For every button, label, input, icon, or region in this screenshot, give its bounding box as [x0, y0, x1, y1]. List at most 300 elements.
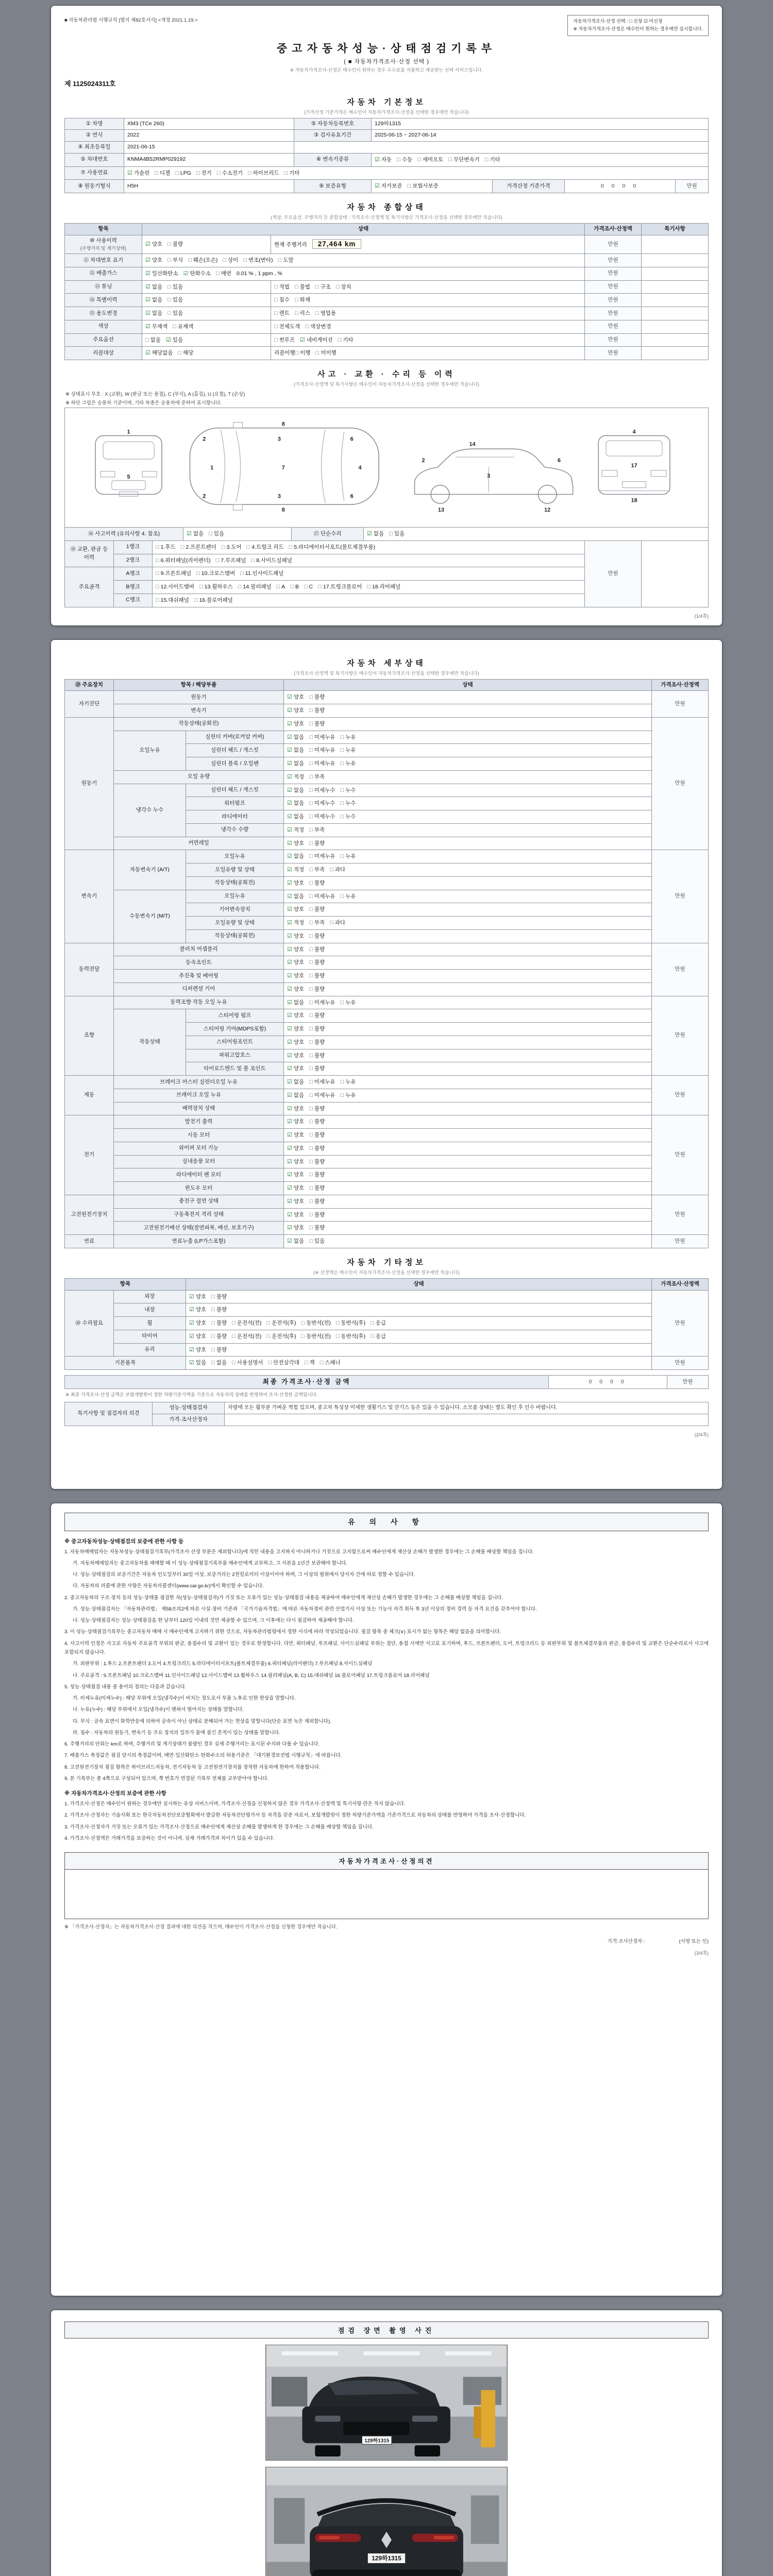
checkbox-unchecked[interactable]: □ 불량	[309, 906, 325, 913]
checkbox-glyph: □	[309, 760, 313, 767]
checkbox-glyph: □	[156, 597, 159, 603]
checkbox-unchecked[interactable]: □ 도말	[278, 257, 294, 264]
checkbox-unchecked[interactable]: □ 상이	[223, 257, 239, 264]
checkbox-unchecked[interactable]: □ 훼손(오손)	[188, 257, 218, 264]
checkbox-unchecked[interactable]: □ 불량	[309, 973, 325, 979]
checkbox-unchecked[interactable]: □ A	[276, 584, 285, 590]
checkbox-unchecked[interactable]: □ 운전석(전)	[232, 1333, 262, 1340]
checkbox-unchecked[interactable]: □ 보험사보증	[407, 183, 439, 190]
checkbox-unchecked[interactable]: □ 썬루프	[274, 336, 295, 343]
checkbox-unchecked[interactable]: □ 색상변경	[305, 323, 331, 330]
checkbox-unchecked[interactable]: □ 동반석(전)	[301, 1320, 331, 1327]
checkbox-unchecked[interactable]: □ 세미오토	[417, 156, 444, 163]
car-wheel-right	[415, 2445, 441, 2456]
cell-text: 충전구 절연 상태	[179, 1198, 219, 1205]
checkbox-unchecked[interactable]: □ 불량	[309, 1052, 325, 1059]
checkbox-glyph: ☑	[287, 814, 292, 820]
column-header	[142, 224, 585, 235]
checkbox-unchecked[interactable]: □ 응급	[371, 1333, 386, 1340]
checkbox-unchecked[interactable]: □ 동반석(후)	[335, 1320, 366, 1327]
checkbox-unchecked[interactable]: □ 부식	[167, 257, 183, 264]
checkbox-checked[interactable]: ☑ 없음	[287, 787, 305, 793]
taillight-glow-left	[319, 2536, 340, 2539]
checkbox-unchecked[interactable]: □ 불량	[211, 1320, 227, 1327]
cell-text: 1랭크	[126, 544, 140, 550]
cell	[153, 581, 585, 594]
checkbox-unchecked[interactable]: □ 스패너	[320, 1360, 341, 1366]
checkbox-unchecked[interactable]: □ 누유	[340, 1092, 356, 1098]
cell	[284, 1222, 652, 1235]
checkbox-unchecked[interactable]: □ 미세누유	[309, 1079, 335, 1086]
checkbox-glyph: □	[211, 1333, 215, 1340]
checkbox-glyph: ☑	[145, 241, 150, 248]
checkbox-unchecked[interactable]: □ 10.크로스멤버	[196, 570, 236, 577]
checkbox-checked[interactable]: ☑ 양호	[287, 1185, 305, 1192]
checkbox-unchecked[interactable]: □ 15.대쉬패널	[156, 597, 189, 603]
checkbox-unchecked[interactable]: □ 있음	[309, 1238, 325, 1245]
checkbox-unchecked[interactable]: □ 운전석(후)	[266, 1333, 296, 1340]
price-opinion-note: ※ 「가격조사·산정자」는 자동차가격조사·산정 결과에 대한 의견을 적으며, 매수인이 가격조사·산정을 신청한 경우에만 적습니다.	[64, 1924, 338, 1930]
checkbox-unchecked[interactable]: □ 장치	[335, 283, 351, 290]
cell	[642, 280, 709, 294]
notice-paragraph: 가. 자동차매매업자는 중고자동차를 매매할 때 이 성능·상태점검기록부를 매수인에게 교부하고, 그 사본을 1년간 보관해야 합니다.	[73, 1560, 348, 1566]
checkbox-checked[interactable]: ☑ 양호	[287, 933, 305, 939]
checkbox-unchecked[interactable]: □ 이행	[295, 350, 311, 357]
checkbox-checked[interactable]: ☑ 양호	[287, 1012, 305, 1019]
checkbox-glyph: □	[309, 973, 313, 979]
checkbox-glyph: □	[309, 826, 313, 833]
checkbox-unchecked[interactable]: □ 잭	[304, 1360, 315, 1366]
cell	[284, 929, 652, 943]
checkbox-unchecked[interactable]: □ 누유	[340, 760, 356, 767]
checkbox-unchecked[interactable]: □ 누수	[340, 814, 356, 820]
checkbox-unchecked[interactable]: □ 누유	[340, 1079, 356, 1086]
checkbox-checked[interactable]: ☑ 양호	[287, 694, 305, 701]
cell	[65, 1357, 186, 1370]
checkbox-unchecked[interactable]: □ 16.플로어패널	[194, 597, 233, 603]
cell	[585, 320, 642, 333]
checkbox-unchecked[interactable]: □ 누유	[340, 893, 356, 900]
checkbox-checked[interactable]: ☑ 없음	[287, 1092, 305, 1098]
checkbox-unchecked[interactable]: □ 불량	[211, 1307, 227, 1313]
checkbox-unchecked[interactable]: □ 불량	[309, 840, 325, 846]
column-header	[114, 679, 284, 691]
checkbox-unchecked[interactable]: □ 없음	[211, 1360, 227, 1366]
checkbox-unchecked[interactable]: □ 불량	[309, 933, 325, 939]
checkbox-glyph: □	[156, 544, 159, 550]
checkbox-unchecked[interactable]: □ 수동	[397, 156, 413, 163]
checkbox-checked[interactable]: ☑ 양호	[145, 241, 163, 248]
checkbox-unchecked[interactable]: □ 전체도색	[274, 323, 300, 330]
checkbox-checked[interactable]: ☑ 양호	[287, 1105, 305, 1112]
checkbox-checked[interactable]: ☑ 네비게이션	[300, 336, 333, 343]
checkbox-unchecked[interactable]: □ 리스	[294, 310, 310, 317]
checkbox-unchecked[interactable]: □ 불량	[211, 1333, 227, 1340]
checkbox-checked[interactable]: ☑ 양호	[287, 1198, 305, 1205]
checkbox-unchecked[interactable]: □ 누수	[340, 800, 356, 807]
checkbox-unchecked[interactable]: □ 침수	[274, 297, 290, 303]
checkbox-checked[interactable]: ☑ 없음	[287, 734, 305, 740]
checkbox-unchecked[interactable]: □ 부족	[309, 867, 325, 873]
checkbox-unchecked[interactable]: □ 변조(변타)	[243, 257, 273, 264]
checkbox-checked[interactable]: ☑ 없음	[287, 747, 305, 754]
checkbox-checked[interactable]: ☑ 없음	[145, 297, 163, 303]
checkbox-unchecked[interactable]: □ 14.필러패널	[238, 584, 272, 590]
cell	[284, 1208, 652, 1222]
checkbox-unchecked[interactable]: □ 불량	[309, 1118, 325, 1125]
checkbox-unchecked[interactable]: □ 불량	[309, 1172, 325, 1178]
checkbox-unchecked[interactable]: □ 9.프론트패널	[156, 570, 192, 577]
checkbox-glyph: □	[335, 1333, 340, 1340]
checkbox-unchecked[interactable]: □ 8.사이드실패널	[251, 557, 292, 564]
checkbox-unchecked[interactable]: □ 불량	[309, 1211, 325, 1218]
checkbox-glyph: ☑	[145, 283, 150, 290]
checkbox-checked[interactable]: ☑ 양호	[287, 946, 305, 953]
cell-text: 작동상태(공회전)	[178, 720, 219, 727]
checkbox-unchecked[interactable]: □ LPG	[175, 170, 191, 176]
checkbox-checked[interactable]: ☑ 양호	[287, 1052, 305, 1059]
cell-text: 129하1315	[375, 120, 401, 127]
checkbox-checked[interactable]: ☑ 양호	[287, 1211, 305, 1218]
checkbox-unchecked[interactable]: □ 있음	[167, 297, 183, 303]
checkbox-unchecked[interactable]: □ C	[304, 584, 313, 590]
checkbox-unchecked[interactable]: □ 미세누수	[309, 787, 335, 793]
checkbox-checked[interactable]: ☑ 양호	[287, 986, 305, 992]
cell	[642, 540, 709, 607]
checkbox-glyph: □	[309, 814, 313, 820]
checkbox-unchecked[interactable]: □ 미세누유	[309, 893, 335, 900]
checkbox-glyph: □	[309, 959, 313, 966]
checkbox-unchecked[interactable]: □ 디젤	[155, 170, 171, 176]
diagram-number: 7	[281, 465, 285, 471]
front-view-windshield	[103, 442, 154, 460]
notice-list-1	[64, 1548, 709, 1784]
checkbox-checked[interactable]: ☑ 없음	[287, 800, 305, 807]
checkbox-glyph: □	[268, 1360, 272, 1366]
car-body-diagram	[64, 408, 709, 528]
cell	[652, 1076, 709, 1115]
checkbox-checked[interactable]: ☑ 없음	[145, 310, 163, 317]
checkbox-unchecked[interactable]: □ 무단변속기	[448, 156, 480, 163]
checkbox-checked[interactable]: ☑ 자가보증	[375, 183, 402, 190]
cell	[585, 307, 642, 320]
checkbox-unchecked[interactable]: □ 불량	[309, 694, 325, 701]
checkbox-unchecked[interactable]: □ 미세누유	[309, 734, 335, 740]
checkbox-glyph: □	[340, 999, 344, 1006]
checkbox-unchecked[interactable]: □ 기타	[484, 156, 500, 163]
checkbox-checked[interactable]: ☑ 적정	[287, 773, 305, 780]
cell-text: 상태	[413, 1280, 424, 1287]
diagram-number: 14	[469, 441, 476, 448]
checkbox-unchecked[interactable]: □ 불량	[309, 707, 325, 714]
checkbox-glyph: ☑	[287, 734, 292, 740]
checkbox-unchecked[interactable]: □ 12.사이드멤버	[156, 584, 194, 590]
checkbox-unchecked[interactable]: □ 불량	[211, 1346, 227, 1353]
checkbox-unchecked[interactable]: □ 동반석(전)	[301, 1333, 331, 1340]
notice-paragraph: 7. 배출가스 측정값은 점검 당시의 측정값이며, 매연·일산화탄소·탄화수소의 허용기준은 「대기환경보전법 시행규칙」에 따릅니다.	[64, 1753, 342, 1759]
table-row	[65, 333, 709, 347]
page-marker: (1/4쪽)	[694, 613, 709, 619]
checkbox-unchecked[interactable]: □ 미세누유	[309, 747, 335, 754]
checkbox-checked[interactable]: ☑ 있음	[165, 336, 183, 343]
checkbox-glyph: □	[251, 557, 255, 564]
checkbox-unchecked[interactable]: □ 부족	[309, 920, 325, 926]
checkbox-checked[interactable]: ☑ 양호	[287, 1172, 305, 1178]
checkbox-checked[interactable]: ☑ 양호	[287, 720, 305, 727]
checkbox-checked[interactable]: ☑ 적정	[287, 867, 305, 873]
checkbox-unchecked[interactable]: □ B	[290, 584, 299, 590]
diagram-number: 6	[350, 436, 354, 443]
checkbox-unchecked[interactable]: □ 17.트렁크플로어	[318, 584, 362, 590]
checkbox-checked[interactable]: ☑ 양호	[287, 973, 305, 979]
checkbox-checked[interactable]: ☑ 양호	[287, 1158, 305, 1165]
checkbox-unchecked[interactable]: □ 불량	[309, 1198, 325, 1205]
checkbox-unchecked[interactable]: □ 부족	[309, 826, 325, 833]
checkbox-checked[interactable]: ☑ 양호	[287, 959, 305, 966]
checkbox-unchecked[interactable]: □ 해당	[178, 350, 194, 357]
checkbox-checked[interactable]: ☑ 양호	[287, 1026, 305, 1032]
cell	[642, 235, 709, 253]
checkbox-unchecked[interactable]: □ 부족	[309, 773, 325, 780]
checkbox-checked[interactable]: ☑ 없음	[287, 1238, 305, 1245]
checkbox-checked[interactable]: ☑ 양호	[189, 1346, 207, 1353]
checkbox-unchecked[interactable]: □ 불량	[309, 1039, 325, 1045]
checkbox-checked[interactable]: ☑ 없음	[287, 853, 305, 860]
checkbox-unchecked[interactable]: □ 불량	[309, 1026, 325, 1032]
cell	[284, 797, 652, 810]
table-row	[65, 1155, 709, 1168]
notice-paragraph: 나. 주요골격 : 9.프론트패널 10.크로스멤버 11.인사이드패널 12.사이드멤버 13.휠하우스 14.필러패널(A, B, C) 15.대쉬패널 16.플로어패널 17.트렁크플로어 18.리어패널	[73, 1672, 430, 1679]
checkbox-checked[interactable]: ☑ 양호	[189, 1293, 207, 1300]
checkbox-unchecked[interactable]: □ 불량	[309, 1065, 325, 1072]
checkbox-unchecked[interactable]: □ 과다	[330, 867, 346, 873]
cell	[585, 267, 642, 280]
checkbox-unchecked[interactable]: □ 기타	[284, 170, 300, 176]
cell	[153, 594, 585, 607]
checkbox-checked[interactable]: ☑ 탄화수소	[183, 270, 211, 277]
cell	[284, 1129, 652, 1142]
checkbox-checked[interactable]: ☑ 양호	[189, 1320, 207, 1327]
cell	[114, 850, 186, 890]
checkbox-unchecked[interactable]: □ 있음	[389, 531, 405, 537]
checkbox-unchecked[interactable]: □ 미세누유	[309, 760, 335, 767]
checkbox-unchecked[interactable]: □ 불량	[167, 241, 183, 248]
checkbox-checked[interactable]: ☑ 양호	[287, 1065, 305, 1072]
car-bumper-lower	[312, 2569, 461, 2576]
checkbox-checked[interactable]: ☑ 없음	[287, 999, 305, 1006]
checkbox-unchecked[interactable]: □ 미세누유	[309, 853, 335, 860]
checkbox-unchecked[interactable]: □ 미세누유	[309, 999, 335, 1006]
checkbox-unchecked[interactable]: □ 불량	[309, 1145, 325, 1151]
checkbox-unchecked[interactable]: □ 누유	[340, 999, 356, 1006]
checkbox-unchecked[interactable]: □ 불량	[309, 1132, 325, 1139]
checkbox-unchecked[interactable]: □ 4.트렁크 리드	[246, 544, 284, 550]
checkbox-checked[interactable]: ☑ 양호	[287, 707, 305, 714]
checkbox-unchecked[interactable]: □ 과다	[330, 920, 346, 926]
checkbox-checked[interactable]: ☑ 무채색	[145, 323, 168, 330]
checkbox-checked[interactable]: ☑ 양호	[287, 1145, 305, 1151]
checkbox-unchecked[interactable]: □ 불량	[309, 1105, 325, 1112]
checkbox-unchecked[interactable]: □ 불량	[309, 946, 325, 953]
cell	[114, 1303, 186, 1317]
cell-text: 상태	[358, 226, 369, 232]
checkbox-unchecked[interactable]: □ 미이행	[315, 350, 337, 357]
cell	[186, 876, 284, 890]
checkbox-unchecked[interactable]: □ 누수	[340, 787, 356, 793]
checkbox-unchecked[interactable]: □ 불량	[309, 1012, 325, 1019]
checkbox-checked[interactable]: ☑ 양호	[145, 257, 163, 264]
checkbox-unchecked[interactable]: □ 응급	[371, 1320, 386, 1327]
checkbox-unchecked[interactable]: □ 있음	[167, 283, 183, 290]
checkbox-unchecked[interactable]: □ 2.프론트펜더	[180, 544, 216, 550]
checkbox-unchecked[interactable]: □ 불량	[309, 959, 325, 966]
cell	[186, 850, 284, 863]
table-row	[65, 717, 709, 731]
section-note: (색상, 주요옵션, 주행거리 등 종합상태 : 가격조사·산정액 및 특기사항은 가격조사·산정을 선택한 경우에만 적습니다)	[271, 215, 502, 221]
checkbox-unchecked[interactable]: □ 동반석(후)	[335, 1333, 366, 1340]
checkbox-checked[interactable]: ☑ 양호	[189, 1333, 207, 1340]
checkbox-unchecked[interactable]: □ 사용설명서	[232, 1360, 263, 1366]
checkbox-unchecked[interactable]: □ 구조	[315, 283, 331, 290]
checkbox-unchecked[interactable]: □ 6.쿼터패널(리어펜더)	[156, 557, 211, 564]
panel-rank-table	[64, 540, 709, 607]
checkbox-checked[interactable]: ☑ 없음	[187, 531, 204, 537]
checkbox-unchecked[interactable]: □ 전기	[196, 170, 212, 176]
diagram-number: 13	[438, 507, 445, 514]
checkbox-unchecked[interactable]: □ 적법	[274, 283, 290, 290]
checkbox-glyph: ☑	[287, 840, 292, 846]
checkbox-checked[interactable]: ☑ 양호	[287, 879, 305, 886]
checkbox-unchecked[interactable]: □ 기타	[338, 336, 354, 343]
checkbox-glyph: □	[309, 747, 313, 754]
checkbox-checked[interactable]: ☑ 일산화탄소	[145, 270, 178, 277]
checkbox-unchecked[interactable]: □ 불량	[309, 1158, 325, 1165]
checkbox-unchecked[interactable]: □ 있음	[209, 531, 225, 537]
checkbox-unchecked[interactable]: □ 18.리어패널	[367, 584, 401, 590]
checkbox-glyph: □	[309, 1118, 313, 1125]
checkbox-checked[interactable]: ☑ 없음	[145, 283, 163, 290]
law-reference: ■ 자동차관리법 시행규칙 [별지 제82호서식] <개정 2021.1.19.>	[64, 18, 198, 23]
diagram-basis-legend: ※ 하단 그림은 승용차 기준이며, 기타 차종은 승용차에 준하여 표시합니다.	[65, 400, 222, 406]
checkbox-unchecked[interactable]: □ 누유	[340, 853, 356, 860]
checkbox-unchecked[interactable]: □ 미세누유	[309, 1092, 335, 1098]
checkbox-checked[interactable]: ☑ 양호	[287, 1225, 305, 1231]
checkbox-unchecked[interactable]: □ 불법	[294, 283, 310, 290]
checkbox-glyph: □	[196, 170, 200, 176]
table-row	[65, 890, 709, 903]
checkbox-unchecked[interactable]: □ 없음	[145, 336, 161, 343]
notice-paragraph: 가. 성능·상태점검자는 「자동차관리법」 제58조의2에 따른 시설·장비 기준과 「국가기술자격법」에 따른 자동차정비 관련 산업기사 이상 또는 기능사 자격 취득 후 3년 이상의 정비 경력 등 자격 요건을 갖추어야 합니다.	[73, 1606, 537, 1612]
checkbox-unchecked[interactable]: □ 불량	[211, 1293, 227, 1300]
table-row	[65, 1115, 709, 1129]
checkbox-unchecked[interactable]: □ 화재	[294, 297, 310, 303]
checkbox-checked[interactable]: ☑ 없음	[287, 1079, 305, 1086]
checkbox-checked[interactable]: ☑ 양호	[189, 1307, 207, 1313]
checkbox-unchecked[interactable]: □ 불량	[309, 986, 325, 992]
cell	[372, 130, 709, 142]
checkbox-checked[interactable]: ☑ 자동	[375, 156, 392, 163]
checkbox-checked[interactable]: ☑ 양호	[287, 1118, 305, 1125]
cell	[114, 1129, 284, 1142]
cell	[186, 1290, 652, 1303]
checkbox-unchecked[interactable]: □ 누유	[340, 747, 356, 754]
cell	[114, 1102, 284, 1115]
price-survey-select-line[interactable]: 자동차가격조사·산정 선택 : □ 신청 ☑ 미신청	[573, 19, 663, 24]
cell	[65, 1376, 549, 1389]
checkbox-unchecked[interactable]: □ 1.후드	[156, 544, 176, 550]
table-row	[65, 770, 709, 784]
checkbox-unchecked[interactable]: □ 불량	[309, 879, 325, 886]
cell	[225, 1414, 709, 1426]
photo-section-title: 점검 장면 촬영 사진	[64, 2321, 709, 2338]
checkbox-unchecked[interactable]: □ 렌트	[274, 310, 290, 317]
checkbox-unchecked[interactable]: □ 운전석(후)	[266, 1320, 296, 1327]
checkbox-unchecked[interactable]: □ 불량	[309, 720, 325, 727]
checkbox-checked[interactable]: ☑ 양호	[287, 906, 305, 913]
cell-text: 유리	[144, 1346, 155, 1353]
checkbox-checked[interactable]: ☑ 적정	[287, 826, 305, 833]
checkbox-unchecked[interactable]: □ 있음	[167, 310, 183, 317]
checkbox-checked[interactable]: ☑ 없음	[287, 760, 305, 767]
cell-text: 만원	[608, 323, 618, 330]
checkbox-unchecked[interactable]: □ 불량	[309, 1185, 325, 1192]
price-opinion-box-body[interactable]	[64, 1870, 709, 1919]
checkbox-unchecked[interactable]: □ 미세누수	[309, 800, 335, 807]
checkbox-unchecked[interactable]: □ 유채색	[173, 323, 194, 330]
checkbox-glyph: □	[216, 170, 221, 176]
checkbox-unchecked[interactable]: □ 수소전기	[216, 170, 243, 176]
checkbox-checked[interactable]: ☑ 양호	[287, 1132, 305, 1139]
checkbox-glyph: □	[216, 270, 220, 277]
checkbox-checked[interactable]: ☑ 없음	[367, 531, 384, 537]
checkbox-checked[interactable]: ☑ 양호	[287, 1039, 305, 1045]
checkbox-unchecked[interactable]: □ 안전삼각대	[268, 1360, 299, 1366]
checkbox-unchecked[interactable]: □ 누유	[340, 734, 356, 740]
checkbox-glyph: ☑	[287, 694, 292, 701]
checkbox-unchecked[interactable]: □ 하이브리드	[248, 170, 279, 176]
cell-text: 성능·상태점검자	[169, 1404, 208, 1411]
checkbox-unchecked[interactable]: □ 7.루프패널	[215, 557, 246, 564]
checkbox-checked[interactable]: ☑ 없음	[287, 893, 305, 900]
checkbox-unchecked[interactable]: □ 13.휠하우스	[199, 584, 233, 590]
checkbox-unchecked[interactable]: □ 5.라디에이터서포트(볼트체결부품)	[289, 544, 376, 550]
checkbox-unchecked[interactable]: □ 운전석(전)	[232, 1320, 262, 1327]
cell	[284, 850, 652, 863]
checkbox-unchecked[interactable]: □ 불량	[309, 1225, 325, 1231]
checkbox-checked[interactable]: ☑ 있음	[189, 1360, 207, 1366]
diagram-number: 3	[277, 493, 281, 500]
checkbox-glyph: ☑	[145, 310, 150, 317]
checkbox-unchecked[interactable]: □ 영업용	[315, 310, 336, 317]
side-view-body	[415, 449, 573, 494]
checkbox-checked[interactable]: ☑ 없음	[287, 814, 305, 820]
checkbox-glyph: □	[246, 544, 250, 550]
cell-text: 주요옵션	[93, 336, 114, 343]
cell	[153, 540, 585, 554]
cell	[186, 1049, 284, 1062]
cell	[142, 235, 271, 253]
checkbox-checked[interactable]: ☑ 가솔린	[127, 170, 150, 176]
cell	[65, 691, 114, 718]
checkbox-unchecked[interactable]: □ 미세누수	[309, 814, 335, 820]
checkbox-unchecked[interactable]: □ 매연	[216, 270, 231, 277]
checkbox-checked[interactable]: ☑ 양호	[287, 840, 305, 846]
checkbox-unchecked[interactable]: □ 11.인사이드패널	[240, 570, 284, 577]
checkbox-checked[interactable]: ☑ 적정	[287, 920, 305, 926]
cell-text: 0 0 0 0	[589, 1378, 627, 1385]
checkbox-unchecked[interactable]: □ 3.도어	[221, 544, 242, 550]
checkbox-checked[interactable]: ☑ 해당없음	[145, 350, 173, 357]
